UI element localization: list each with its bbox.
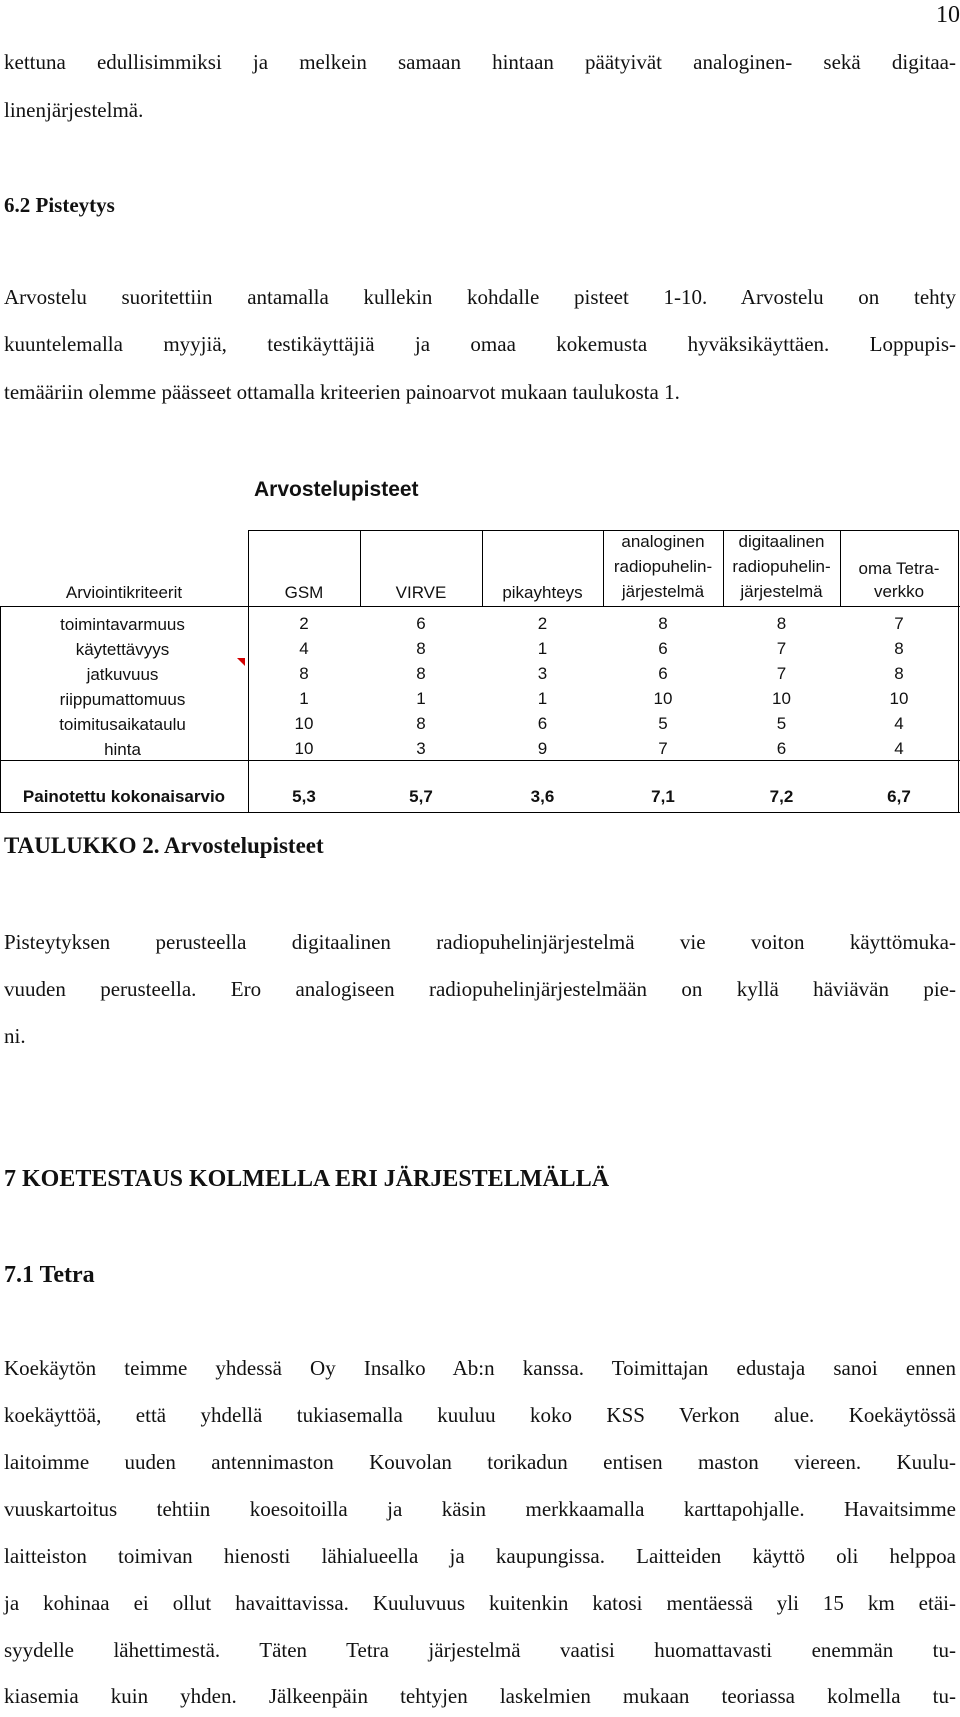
total-cell: 5,7	[409, 787, 433, 806]
section-6-2-line-2: kuuntelemalla myyjiä, testikäyttäjiä ja omaa kokemusta hyväksikäyttäen. Loppupis-	[4, 332, 956, 356]
table-cell: 1	[537, 639, 548, 658]
row-label: jatkuvuus	[86, 665, 159, 684]
section-7-1-line-1: Koekäytön teimme yhdessä Oy Insalko Ab:n kanssa. Toimittajan edustaja sanoi ennen	[4, 1356, 956, 1380]
table-cell: 8	[776, 614, 787, 633]
table-cell: 8	[416, 664, 426, 683]
section-7-1-line-6: ja kohinaa ei ollut havaittavissa. Kuuluvuus kuitenkin katosi mentäessä yli 15 km etäi-	[4, 1591, 956, 1615]
after-table-line-2: vuuden perusteella. Ero analogiseen radiopuhelinjärjestelmään on kyllä häviävän pie-	[4, 977, 956, 1001]
table-cell: 6	[537, 714, 548, 733]
after-table-line-1: Pisteytyksen perusteella digitaalinen radiopuhelinjärjestelmä vie voiton käyttömuka-	[4, 930, 956, 954]
col-header-tetra-line-2: verkko	[873, 582, 925, 601]
after-table-line-3: ni.	[4, 1024, 26, 1048]
table-cell: 10	[653, 689, 673, 708]
row-label: riippumattomuus	[59, 690, 186, 709]
table-cell: 4	[894, 714, 904, 733]
table-cell: 1	[537, 689, 548, 708]
table-cell: 8	[416, 714, 426, 733]
table-cell: 7	[776, 664, 787, 683]
row-label: toimitusaikataulu	[59, 715, 186, 734]
table-cell: 6	[776, 739, 787, 758]
table-cell: 8	[299, 664, 309, 683]
col-header-analog-line-2: radiopuhelin-	[613, 557, 713, 576]
col-header-digital-line-1: digitaalinen	[738, 532, 825, 551]
table-cell: 5	[658, 714, 668, 733]
intro-line-2: linenjärjestelmä.	[4, 98, 144, 122]
total-label: Painotettu kokonaisarvio	[22, 787, 226, 806]
table-cell: 10	[294, 739, 314, 758]
table-cell: 9	[537, 739, 548, 758]
table-cell: 7	[658, 739, 668, 758]
total-cell: 3,6	[530, 787, 555, 806]
section-6-2-heading: 6.2 Pisteytys	[4, 193, 115, 217]
section-7-1-line-3: laitoimme uuden antennimaston Kouvolan torikadun entisen maston viereen. Kuulu-	[4, 1450, 956, 1474]
table-cell: 8	[894, 639, 904, 658]
table-cell: 7	[776, 639, 787, 658]
section-6-2-line-1: Arvostelu suoritettiin antamalla kullekin kohdalle pisteet 1-10. Arvostelu on tehty	[4, 285, 956, 309]
section-7-1-line-7: syydelle lähettimestä. Täten Tetra järjestelmä vaatisi huomattavasti enemmän tu-	[4, 1638, 956, 1662]
section-7-1-line-2: koekäyttöä, että yhdellä tukiasemalla kuuluu koko KSS Verkon alue. Koekäytössä	[4, 1403, 956, 1427]
total-cell: 7,2	[769, 787, 794, 806]
table-cell: 8	[894, 664, 904, 683]
section-6-2-line-3: temääriin olemme päässeet ottamalla kriteerien painoarvot mukaan taulukosta 1.	[4, 380, 680, 404]
table-cell: 4	[894, 739, 904, 758]
table-cell: 2	[537, 614, 548, 633]
scores-table	[0, 530, 960, 813]
intro-line-1: kettuna edullisimmiksi ja melkein samaan hintaan päätyivät analoginen- sekä digitaa-	[4, 50, 956, 74]
table-cell: 6	[658, 664, 668, 683]
table-cell: 8	[416, 639, 426, 658]
table-cell: 3	[537, 664, 548, 683]
col-header-digital-line-3: järjestelmä	[740, 582, 823, 601]
table-cell: 8	[658, 614, 668, 633]
col-header-analog-line-3: järjestelmä	[621, 582, 705, 601]
table-cell: 10	[772, 689, 791, 708]
total-cell: 6,7	[887, 787, 911, 806]
col-header-digital-line-2: radiopuhelin-	[732, 557, 831, 576]
comment-marker-icon	[237, 658, 245, 666]
page-number: 10	[936, 2, 960, 28]
section-7-1-line-4: vuuskartoitus tehtiin koesoitoilla ja käsin merkkaamalla karttapohjalle. Havaitsimme	[4, 1497, 956, 1521]
section-7-1-line-5: laitteiston toimivan hienosti lähialueella ja kaupungissa. Laitteiden käyttö oli helppoa	[4, 1544, 956, 1568]
section-7-1-line-8: kiasemia kuin yhden. Jälkeenpäin tehtyjen laskelmien mukaan teoriassa kolmella tu-	[4, 1684, 956, 1708]
table-cell: 6	[658, 639, 668, 658]
table-cell: 10	[294, 714, 314, 733]
table-cell: 2	[299, 614, 309, 633]
table-cell: 1	[299, 689, 309, 708]
table-cell: 5	[776, 714, 787, 733]
col-header-virve: VIRVE	[395, 583, 447, 602]
col-header-pikayhteys: pikayhteys	[502, 583, 583, 602]
col-header-tetra-line-1: oma Tetra-	[858, 559, 940, 578]
total-cell: 5,3	[292, 787, 316, 806]
table-cell: 10	[889, 689, 909, 708]
table-title: Arvostelupisteet	[254, 478, 419, 501]
row-label: hinta	[104, 740, 141, 759]
col-header-gsm: GSM	[284, 583, 324, 602]
table-cell: 1	[416, 689, 426, 708]
row-label: käytettävyys	[75, 640, 170, 659]
chapter-7-heading: 7 KOETESTAUS KOLMELLA ERI JÄRJESTELMÄLLÄ	[4, 1166, 610, 1192]
table-cell: 6	[416, 614, 426, 633]
col-header-analog-line-1: analoginen	[621, 532, 705, 551]
table-cell: 7	[894, 614, 904, 633]
row-label: toimintavarmuus	[60, 615, 185, 634]
table-cell: 4	[299, 639, 309, 658]
total-cell: 7,1	[651, 787, 675, 806]
table-caption: TAULUKKO 2. Arvostelupisteet	[4, 833, 324, 858]
table-cell: 3	[416, 739, 426, 758]
col-header-criteria: Arviointikriteerit	[65, 583, 183, 602]
section-7-1-heading: 7.1 Tetra	[4, 1262, 95, 1288]
